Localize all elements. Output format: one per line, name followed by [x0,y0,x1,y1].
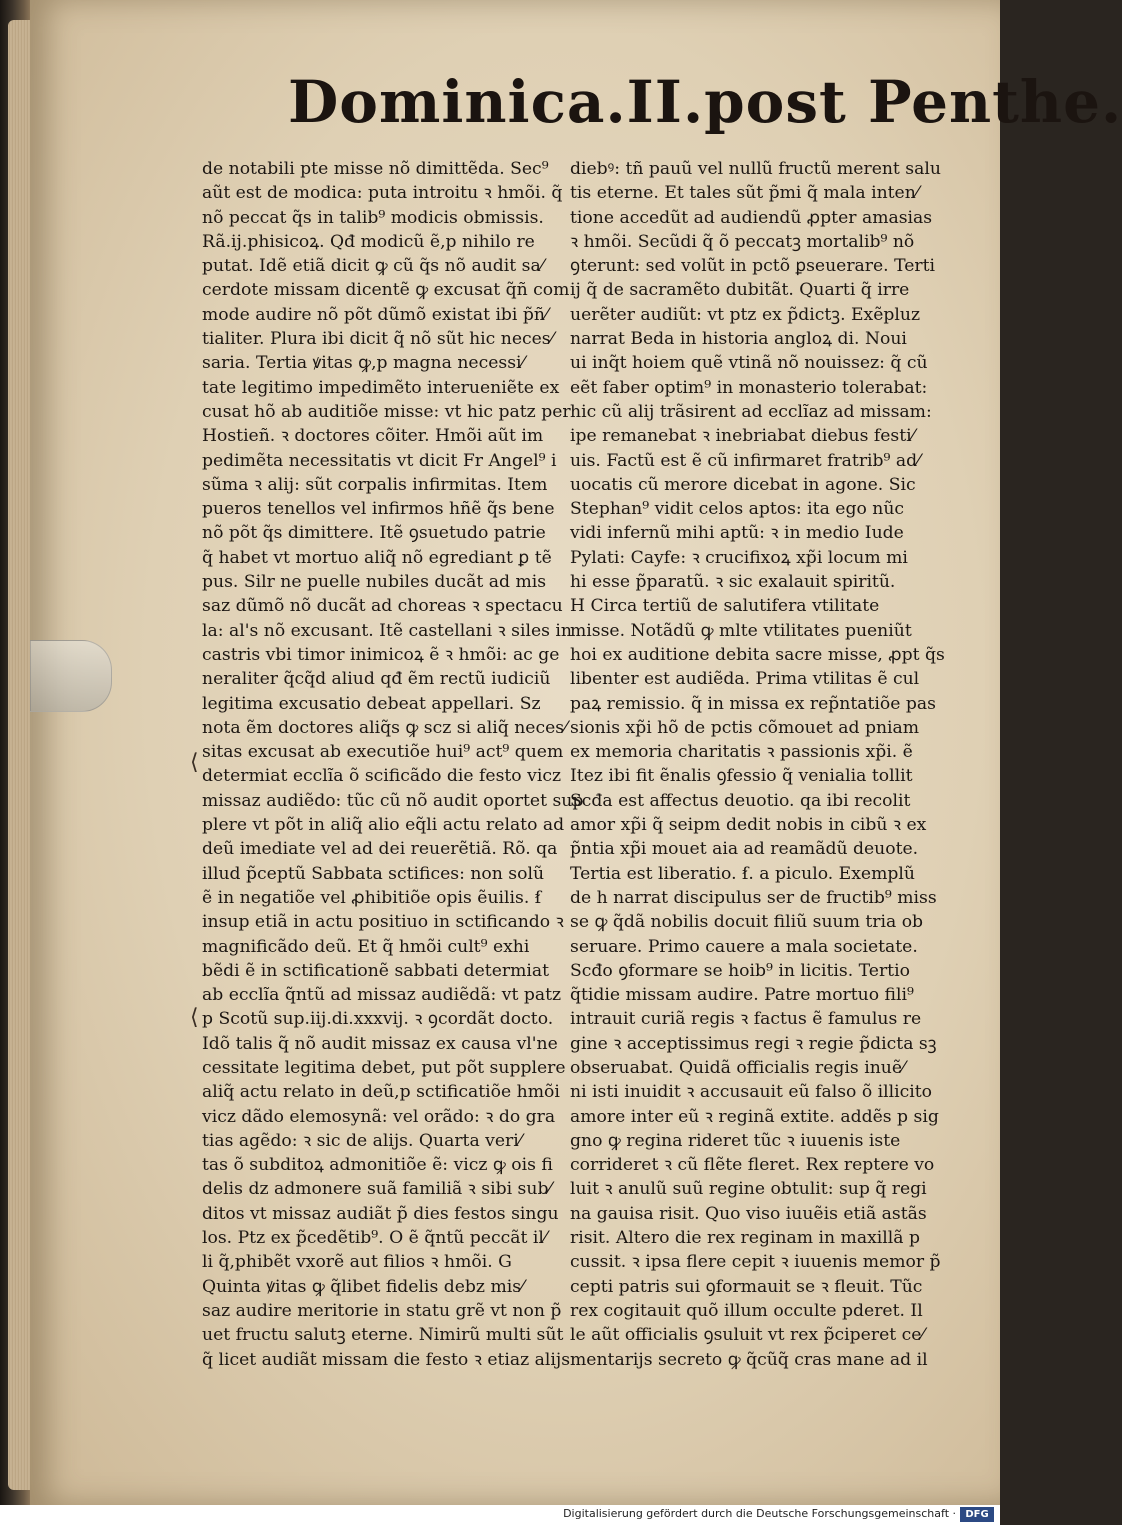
text-line: insup etiã in actu positiuo in sctificando ꝛ [202,912,564,933]
text-line: hi esse p̃paratũ. ꝛ sic exalauit spiritũ. [570,572,896,593]
text-line: pus. Silr ne puelle nubiles ducãt ad mis [202,572,547,593]
text-line: seruare. Primo cauere a mala societate. [570,936,918,957]
text-line: nota ẽm doctores aliq̃s ꝙ scz si aliq̃ neces⁄ [202,717,567,738]
text-line: hoi ex auditione debita sacre misse, ꝓpt q̃s [570,644,945,665]
text-line: tate legitimo impedimẽto interueniẽte ex [202,377,560,398]
text-line: ex memoria charitatis ꝛ passionis xp̃i. ẽ [570,742,913,763]
text-line: vicz dãdo elemosynã: vel orãdo: ꝛ do gra [202,1106,556,1127]
book-page [30,0,1122,1505]
text-line: sũma ꝛ alij: sũt corpalis infirmitas. Item [202,474,548,495]
text-line: tias agẽdo: ꝛ sic de alijs. Quarta veri⁄ [202,1130,522,1151]
text-line: delis dz admonere suã familiã ꝛ sibi sub⁄ [202,1179,552,1200]
text-line: illud p̃ceptũ Sabbata sctifices: non solũ [202,863,545,884]
text-line: aliq̃ actu relato in deũ,p sctificatiõe hmõi [202,1082,560,1103]
page-clip [30,640,112,712]
text-line: le aũt officialis ꝯsuluit vt rex p̃ciperet ce⁄ [570,1325,925,1346]
text-line: amore inter eũ ꝛ reginã extite. addẽs p sig [570,1106,939,1127]
text-line: ditos vt missaz audiãt p̃ dies festos singu [202,1203,559,1224]
text-line: obseruabat. Quidã officialis regis inuẽ⁄ [570,1057,905,1078]
text-line: p Scotũ sup.iij.di.xxxvij. ꝛ ꝯcordãt docto. [202,1009,554,1030]
text-line: misse. Notãdũ ꝙ mlte vtilitates pueniũt [570,620,912,641]
text-line: Stephan⁹ vidit celos aptos: ita ego nũc [570,499,905,520]
text-line: paꝝ remissio. q̃ in missa ex rep̃ntatiõe pas [570,693,936,714]
text-line: mentarijs secreto ꝙ q̃cũq̃ cras mane ad il [570,1349,928,1370]
text-line: ꝯterunt: sed volũt in pctõ ꝑseuerare. Terti [570,256,936,277]
text-line: gno ꝙ regina rideret tũc ꝛ iuuenis iste [570,1130,901,1151]
text-line: cusat hõ ab auditiõe misse: vt hic patz per [202,401,571,422]
text-line: ij q̃ de sacramẽto dubitãt. Quarti q̃ irre [570,280,910,301]
text-line: ni isti inuidit ꝛ accusauit eũ falso õ illicito [570,1082,933,1103]
text-line: determiat ecclĩa õ scificãdo die festo vicz [202,766,562,787]
text-line: q̃ licet audiãt missam die festo ꝛ etiaz alijs [202,1349,571,1370]
text-line: p̃ntia xp̃i mouet aia ad reamãdũ deuote. [570,839,919,860]
dfg-logo: DFG [960,1507,994,1522]
text-line: Quinta ꝟitas ꝙ q̃libet fidelis debz mis⁄ [202,1276,524,1297]
text-line: aũt est de modica: puta introitu ꝛ hmõi. q̃ [202,183,563,204]
text-line: cessitate legitima debet, put põt supplere [202,1057,566,1078]
text-line: hic cũ alij trãsirent ad ecclĩaz ad missam: [570,401,932,422]
text-line: cerdote missam dicentẽ ꝙ excusat q̃ñ com [202,280,570,301]
text-line: Scđo ꝯformare se hoib⁹ in licitis. Tertio [570,960,910,981]
text-line: corrideret ꝛ cũ flẽte fleret. Rex reptere vo [570,1155,935,1176]
text-line: tis eterne. Et tales sũt p̃mi q̃ mala inten⁄ [570,183,919,204]
text-line: deũ imediate vel ad dei reuerẽtiã. Rõ. qa [202,839,558,860]
text-line: amor xp̃i q̃ seipm dedit nobis in cibũ ꝛ ex [570,815,927,836]
text-line: luit ꝛ anulũ suũ regine obtulit: sup q̃ regi [570,1179,927,1200]
text-line: saria. Tertia ꝟitas ꝙ,p magna necessi⁄ [202,353,525,374]
text-line: ui inq̃t hoiem quẽ vtinã nõ nouissez: q̃ cũ [570,353,928,374]
text-line: neraliter q̃cq̃d aliud qđ ẽm rectũ iudiciũ [202,669,551,690]
text-line: Rã.ij.phisicoꝝ. Qđ modicũ ẽ,p nihilo re [202,231,535,252]
left-text-column [202,157,592,1372]
text-line: ẽ in negatiõe vel ꝓhibitiõe opis ẽuilis. ẜ [202,887,542,908]
text-line: Pylati: Cayfe: ꝛ crucifixoꝝ xp̃i locum mi [570,547,908,568]
text-line: Idõ talis q̃ nõ audit missaz ex causa vl'ne [202,1033,558,1054]
text-line: putat. Idẽ etiã dicit ꝙ cũ q̃s nõ audit sa⁄ [202,256,544,277]
text-line: castris vbi timor inimicoꝝ ẽ ꝛ hmõi: ac ge [202,644,560,665]
text-line: Hostieñ. ꝛ doctores cõiter. Hmõi aũt im [202,426,544,447]
text-line: sionis xp̃i hõ de pctis cõmouet ad pniam [570,717,920,738]
text-line: magnificãdo deũ. Et q̃ hmõi cult⁹ exhi [202,936,530,957]
text-line: risit. Altero die rex reginam in maxillã p [570,1228,920,1249]
text-line: uocatis cũ merore dicebat in agone. Sic [570,474,916,495]
text-line: saz audire meritorie in statu grẽ vt non p̃ [202,1300,562,1321]
text-line: de h narrat discipulus ser de fructib⁹ miss [570,887,937,908]
text-line: cussit. ꝛ ipsa flere cepit ꝛ iuuenis memor p̃ [570,1252,941,1273]
text-line: diebꝰ: tñ pauũ vel nullũ fructũ merent salu [570,159,941,179]
margin-bracket-mark: ⟨ [190,750,199,775]
text-line: intrauit curiã regis ꝛ factus ẽ famulus re [570,1009,922,1030]
text-line: na gauisa risit. Quo viso iuuẽis etiã astãs [570,1203,927,1224]
text-line: missaz audiẽdo: tũc cũ nõ audit oportet sup [202,790,584,811]
text-line: gine ꝛ acceptissimus regi ꝛ regie p̃dicta sꝫ [570,1033,937,1054]
text-line: pueros tenellos vel infirmos hñẽ q̃s bene [202,499,555,520]
text-line: eẽt faber optim⁹ in monasterio tolerabat: [570,377,928,398]
text-line: H Circa tertiũ de salutifera vtilitate [570,596,880,617]
text-line: pedimẽta necessitatis vt dicit Fr Angel⁹ i [202,450,557,471]
text-line: de notabili pte misse nõ dimittẽda. Sec⁹ [202,159,549,179]
text-line: li q̃,phibẽt vxorẽ aut filios ꝛ hmõi. G [202,1252,512,1273]
funding-credit: Digitalisierung gefördert durch die Deutsche Forschungsgemeinschaft · [563,1507,956,1520]
text-line: uis. Factũ est ẽ cũ infirmaret fratrib⁹ ad⁄ [570,450,921,471]
text-line: ipe remanebat ꝛ inebriabat diebus festi⁄ [570,426,915,447]
text-line: ꝛ hmõi. Secũdi q̃ õ peccatꝫ mortalib⁹ nõ [570,231,915,252]
text-line: plere vt põt in aliq̃ alio eq̃li actu relato ad [202,815,565,836]
text-line: tas õ subditoꝝ admonitiõe ẽ: vicz ꝙ ois fi [202,1155,553,1176]
text-line: narrat Beda in historia angloꝝ di. Noui [570,329,907,350]
text-line: libenter est audiẽda. Prima vtilitas ẽ cul [570,669,920,690]
text-line: legitima excusatio debeat appellari. Sz [202,693,541,714]
margin-bracket-mark: ⟨ [190,1005,199,1030]
text-line: cepti patris sui ꝯformauit se ꝛ fleuit. Tũc [570,1276,923,1297]
text-line: uet fructu salutꝫ eterne. Nimirũ multi sũt [202,1325,564,1346]
text-line: se ꝙ q̃dã nobilis docuit filiũ suum tria ob [570,912,924,933]
text-line: los. Ptz ex p̃cedẽtib⁹. O ẽ q̃ntũ peccãt il⁄ [202,1228,547,1249]
text-line: nõ põt q̃s dimittere. Itẽ ꝯsuetudo patrie [202,523,546,544]
page-title: Dominica.II.post Penthe. [288,68,1122,136]
text-line: Scđa est affectus deuotio. qa ibi recolit [570,790,911,811]
text-line: sitas excusat ab executiõe hui⁹ act⁹ quem [202,742,564,763]
text-line: rex cogitauit quõ illum occulte pderet. Il [570,1300,923,1321]
text-line: bẽdi ẽ in sctificationẽ sabbati determiat [202,960,550,981]
digitization-footer [0,1505,1000,1525]
text-line: q̃tidie missam audire. Patre mortuo fili⁹ [570,985,914,1006]
text-line: Tertia est liberatio. ẜ. a piculo. Exemplũ [570,863,915,884]
text-line: q̃ habet vt mortuo aliq̃ nõ egrediant ꝑ tẽ [202,547,552,568]
text-line: saz dũmõ nõ ducãt ad choreas ꝛ spectacu [202,596,563,617]
text-line: tione accedũt ad audiendũ ꝓpter amasias [570,207,933,228]
text-line: nõ peccat q̃s in talib⁹ modicis obmissis. [202,207,544,228]
text-line: Itez ibi fit ẽnalis ꝯfessio q̃ venialia tollit [570,766,913,787]
text-line: uerẽter audiũt: vt ptz ex p̃dictꝫ. Exẽpluz [570,304,921,325]
text-line: ab ecclĩa q̃ntũ ad missaz audiẽdã: vt patz [202,985,562,1006]
text-line: la: al's nõ excusant. Itẽ castellani ꝛ siles in [202,620,572,641]
text-line: tialiter. Plura ibi dicit q̃ nõ sũt hic neces⁄ [202,329,554,350]
text-line: mode audire nõ põt dũmõ existat ibi p̃ñ⁄ [202,304,548,325]
text-line: vidi infernũ mihi aptũ: ꝛ in medio Iude [570,523,904,544]
right-text-column [570,157,970,1372]
